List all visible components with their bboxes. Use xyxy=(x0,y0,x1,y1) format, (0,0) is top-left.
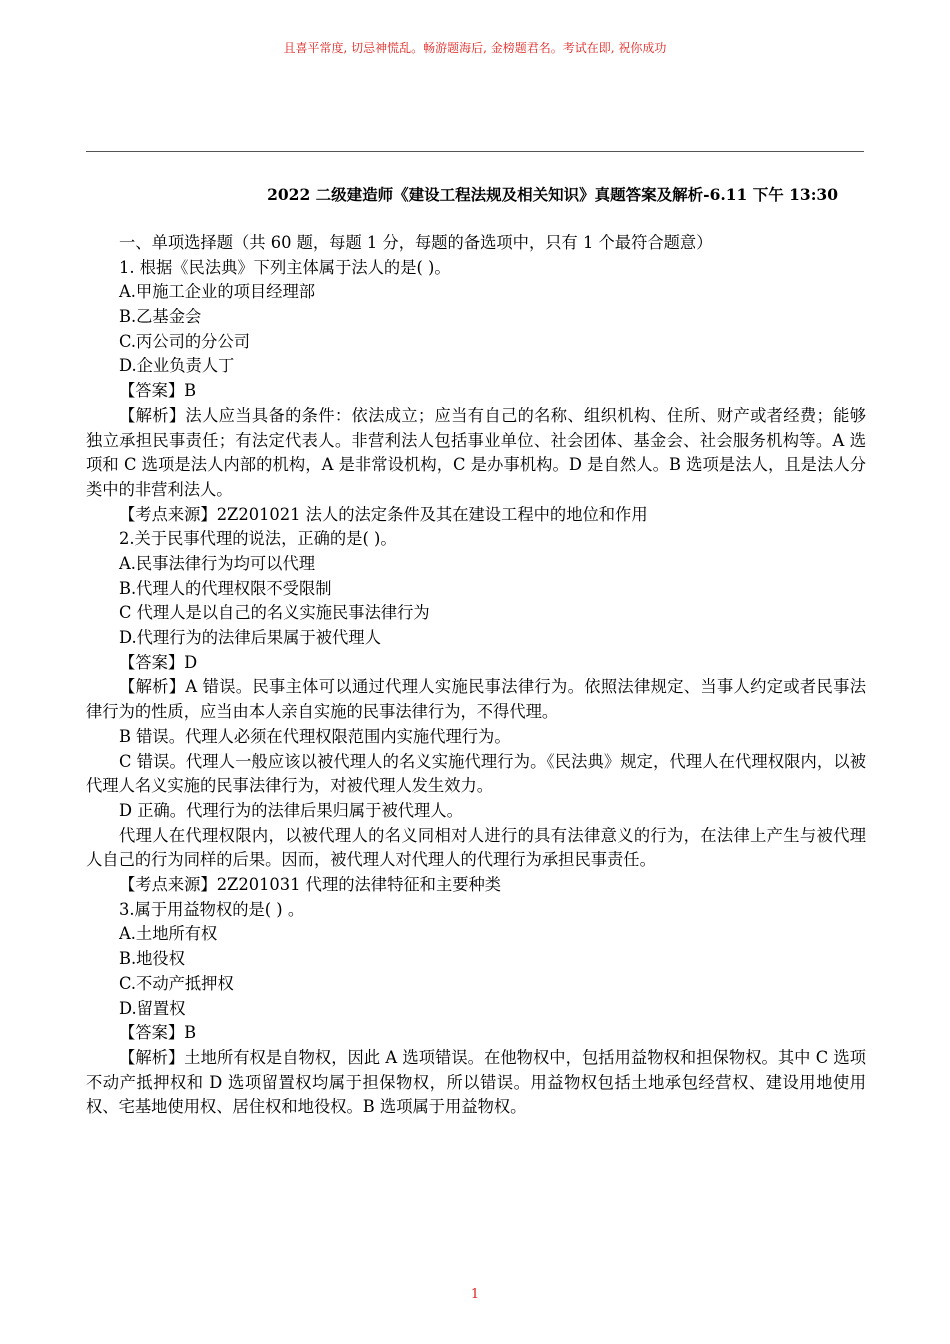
question-stem: 2.关于民事代理的说法，正确的是( )。 xyxy=(119,529,397,549)
option-c: C 代理人是以自己的名义实施民事法律行为 xyxy=(119,603,430,623)
question-stem: 1. 根据《民法典》下列主体属于法人的是( )。 xyxy=(119,257,451,277)
option-d: D.代理行为的法律后果属于被代理人 xyxy=(119,628,381,648)
option-a: A.民事法律行为均可以代理 xyxy=(119,554,316,573)
header-motto: 且喜平常度, 切忌神慌乱。畅游题海后, 金榜题君名。考试在即, 祝你成功 xyxy=(283,41,667,55)
question-1 xyxy=(86,256,866,528)
option-c: C.不动产抵押权 xyxy=(119,973,234,993)
answer: 【答案】B xyxy=(119,1023,197,1043)
answer: 【答案】D xyxy=(119,652,198,672)
analysis-paragraph: 代理人在代理权限内，以被代理人的名义同相对人进行的具有法律意义的行为，在法律上产生与被代理人自己的行为同样的后果。因而，被代理人对代理人的代理行为承担民事责任。 xyxy=(86,825,866,870)
question-3 xyxy=(86,898,866,1120)
analysis-paragraph: B 错误。代理人必须在代理权限范围内实施代理行为。 xyxy=(119,726,511,746)
page-number: 1 xyxy=(470,1287,480,1302)
analysis-paragraph: 【解析】法人应当具备的条件：依法成立；应当有自己的名称、组织机构、住所、财产或者经费；能够独立承担民事责任；有法定代表人。非营利法人包括事业单位、社会团体、基金会、社会服务机构等。A 选项和 C 选项是法人内部的机构，A 是非常设机构，C 是办事机构。D 是自然人。B 选项是法人，且是法人分类中的非营利法人。 xyxy=(86,405,866,499)
analysis-paragraph: D 正确。代理行为的法律后果归属于被代理人。 xyxy=(119,800,463,820)
source-note: 【考点来源】2Z201021 法人的法定条件及其在建设工程中的地位和作用 xyxy=(119,504,648,524)
option-c: C.丙公司的分公司 xyxy=(119,331,251,351)
question-stem: 3.属于用益物权的是( ) 。 xyxy=(119,899,305,919)
analysis-paragraph: 【解析】A 错误。民事主体可以通过代理人实施民事法律行为。依照法律规定、当事人约定或者民事法律行为的性质，应当由本人亲自实施的民事法律行为，不得代理。 xyxy=(86,677,866,722)
analysis-paragraph: C 错误。代理人一般应该以被代理人的名义实施代理行为。《民法典》规定，代理人在代理权限内，以被代理人名义实施的民事法律行为，对被代理人发生效力。 xyxy=(86,751,866,796)
option-d: D.留置权 xyxy=(119,998,186,1018)
source-note: 【考点来源】2Z201031 代理的法律特征和主要种类 xyxy=(119,875,502,895)
question-2 xyxy=(86,527,866,897)
section-heading: 一、单项选择题（共 60 题，每题 1 分，每题的备选项中，只有 1 个最符合题意） xyxy=(119,233,713,252)
header-divider xyxy=(86,151,864,152)
analysis-paragraph: 【解析】土地所有权是自物权，因此 A 选项错误。在他物权中，包括用益物权和担保物权。其中 C 选项不动产抵押权和 D 选项留置权均属于担保物权，所以错误。用益物权包括土地承包经营权、建设用地使用权、宅基地使用权、居住权和地役权。B 选项属于用益物权。 xyxy=(86,1047,866,1117)
document-title: 2022 二级建造师《建设工程法规及相关知识》真题答案及解析-6.11 下午 13:30 xyxy=(267,185,838,204)
option-a: A.甲施工企业的项目经理部 xyxy=(119,282,316,302)
option-b: B.乙基金会 xyxy=(119,307,202,327)
document-body xyxy=(86,231,866,1120)
option-b: B.代理人的代理权限不受限制 xyxy=(119,578,332,598)
option-b: B.地役权 xyxy=(119,949,185,969)
option-a: A.土地所有权 xyxy=(119,924,218,944)
answer: 【答案】B xyxy=(119,381,197,401)
option-d: D.企业负责人丁 xyxy=(119,356,235,376)
